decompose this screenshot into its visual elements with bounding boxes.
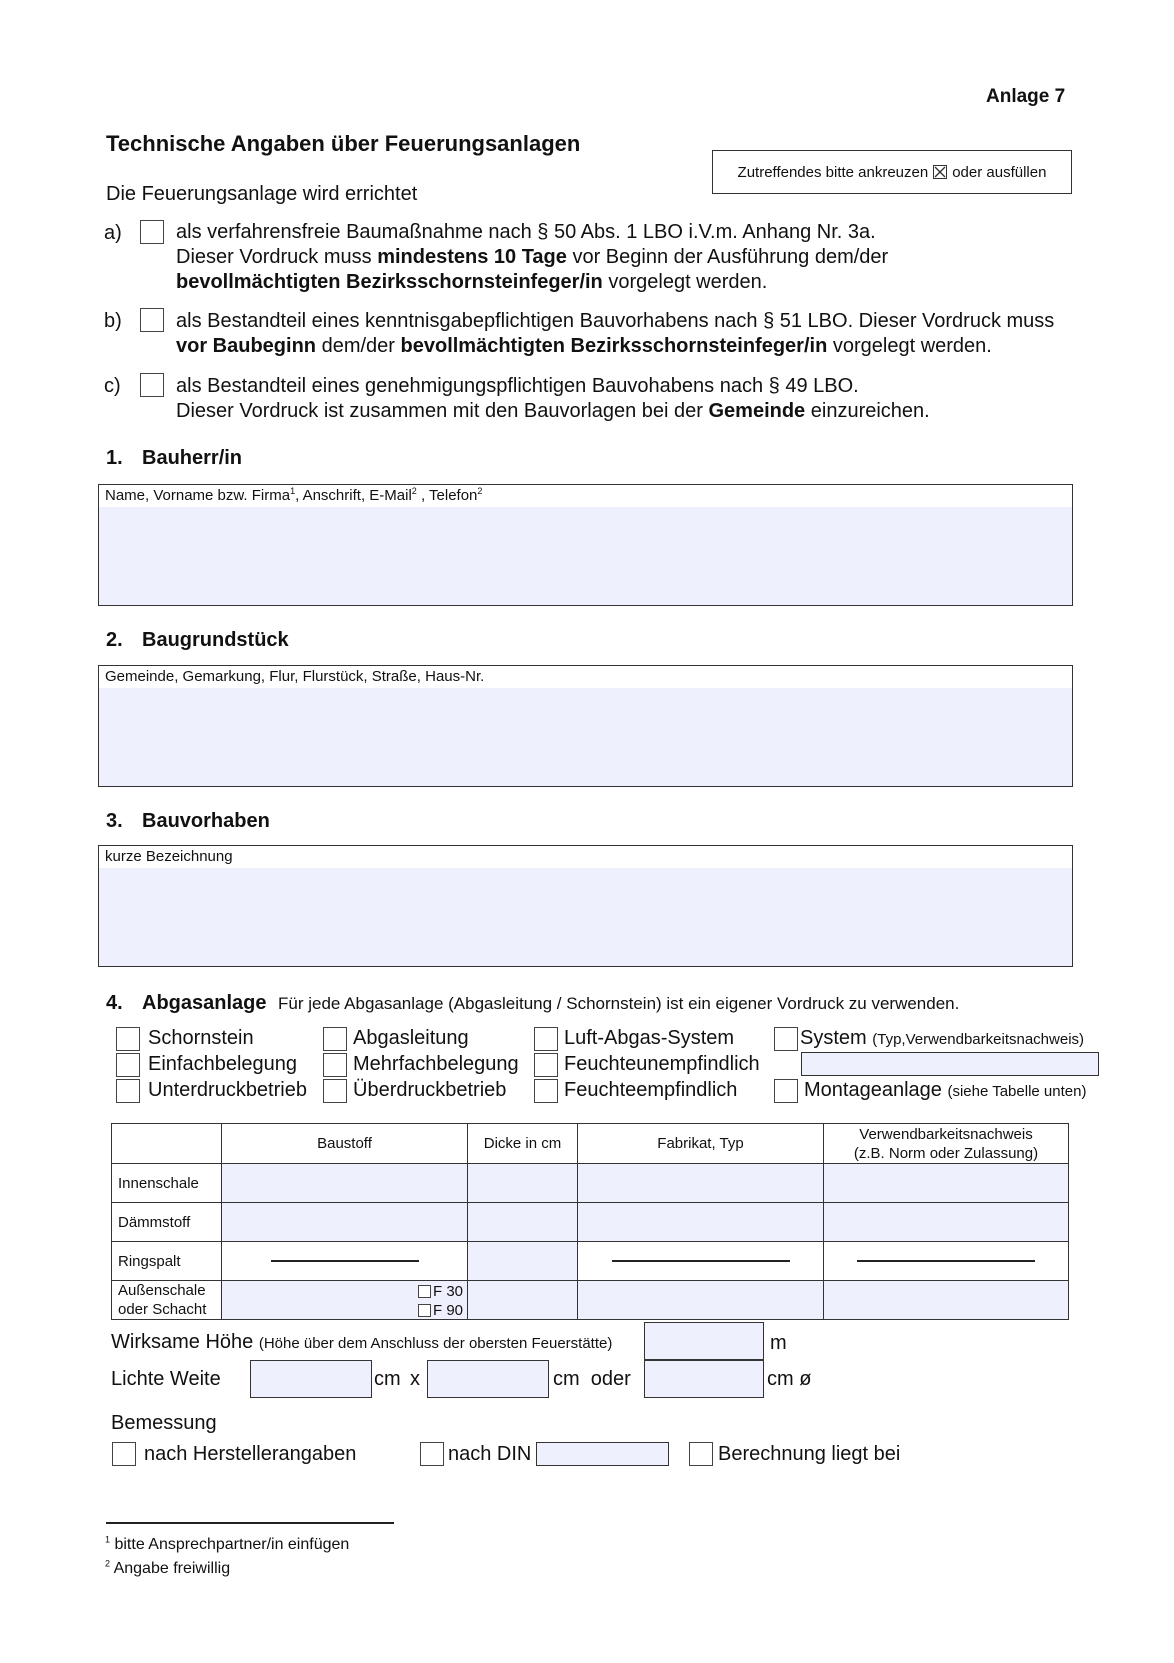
ringspalt-nachweis-dash — [857, 1260, 1035, 1262]
weite-width-input[interactable] — [250, 1360, 372, 1398]
bauvorhaben-field-label: kurze Bezeichnung — [99, 846, 1072, 868]
section-1-number: 1. — [106, 447, 123, 469]
f30-option — [418, 1282, 463, 1301]
option-a-text — [176, 220, 888, 295]
f90-option — [418, 1301, 463, 1320]
aussenschale-nachweis-cell[interactable] — [824, 1281, 1069, 1320]
intro-text: Die Feuerungsanlage wird errichtet — [106, 183, 418, 205]
section-3-number: 3. — [106, 810, 123, 832]
daemmstoff-baustoff-cell[interactable] — [222, 1203, 468, 1242]
daemmstoff-dicke-cell[interactable] — [468, 1203, 578, 1242]
system-checkbox[interactable] — [774, 1027, 798, 1051]
aussenschale-dicke-cell[interactable] — [468, 1281, 578, 1320]
option-a-line1: als verfahrensfreie Baumaßnahme nach § 50 Abs. 1 LBO i.V.m. Anhang Nr. 3a. — [176, 221, 876, 243]
abgasleitung-checkbox[interactable] — [323, 1027, 347, 1051]
option-b-line2: vor Baubeginn dem/der bevollmächtigten Bezirksschornsteinfeger/in vorgelegt werden. — [176, 335, 992, 357]
row-label-daemmstoff: Dämmstoff — [112, 1203, 222, 1242]
section-3-title: Bauvorhaben — [142, 810, 270, 832]
einfachbelegung-checkbox[interactable] — [116, 1053, 140, 1077]
luft-abgas-checkbox[interactable] — [534, 1027, 558, 1051]
ringspalt-dicke-cell[interactable] — [468, 1242, 578, 1281]
aussenschale-baustoff-cell[interactable] — [222, 1281, 468, 1320]
einfachbelegung-label: Einfachbelegung — [148, 1053, 298, 1075]
montageanlage-label: Montageanlage (siehe Tabelle unten) — [804, 1079, 1087, 1101]
option-c-line1: als Bestandteil eines genehmigungspflichtigen Bauvohabens nach § 49 LBO. — [176, 375, 859, 397]
bauherr-field[interactable] — [98, 484, 1073, 606]
daemmstoff-nachweis-cell[interactable] — [824, 1203, 1069, 1242]
bauvorhaben-field[interactable] — [98, 845, 1073, 967]
mehrfachbelegung-label: Mehrfachbelegung — [353, 1053, 519, 1075]
option-c-text — [176, 374, 930, 424]
innenschale-baustoff-cell[interactable] — [222, 1164, 468, 1203]
row-label-aussenschale: Außenschale oder Schacht — [112, 1281, 222, 1320]
system-label: System (Typ,Verwendbarkeitsnachweis) — [800, 1027, 1085, 1049]
section-2-number: 2. — [106, 629, 123, 651]
table-row — [112, 1242, 1069, 1281]
col-header-dicke: Dicke in cm — [468, 1124, 578, 1164]
weite-label: Lichte Weite — [111, 1368, 221, 1390]
baugrundstueck-field[interactable] — [98, 665, 1073, 787]
aussenschale-fabrikat-cell[interactable] — [578, 1281, 824, 1320]
weite-diameter-input[interactable] — [644, 1360, 764, 1398]
col-header-fabrikat: Fabrikat, Typ — [578, 1124, 824, 1164]
option-a-checkbox[interactable] — [140, 220, 164, 244]
hint-text-after: oder ausfüllen — [952, 163, 1047, 181]
footnote-divider — [106, 1522, 394, 1524]
hint-text-before: Zutreffendes bitte ankreuzen — [737, 163, 929, 181]
feuchteempfindlich-label: Feuchteempfindlich — [564, 1079, 738, 1101]
innenschale-dicke-cell[interactable] — [468, 1164, 578, 1203]
col-header-nachweis: Verwendbarkeitsnachweis (z.B. Norm oder Zulassung) — [824, 1124, 1069, 1164]
option-a-line2: Dieser Vordruck muss mindestens 10 Tage vor Beginn der Ausführung dem/der — [176, 246, 889, 268]
anlage-label: Anlage 7 — [986, 86, 1066, 107]
option-c-line2: Dieser Vordruck ist zusammen mit den Bauvorlagen bei der Gemeinde einzureichen. — [176, 400, 930, 422]
din-checkbox[interactable] — [420, 1442, 444, 1466]
hint-box — [712, 150, 1072, 194]
ueberdruckbetrieb-checkbox[interactable] — [323, 1079, 347, 1103]
f30-checkbox[interactable] — [418, 1285, 431, 1298]
option-c-checkbox[interactable] — [140, 373, 164, 397]
weite-cm-diameter: cm ø — [767, 1368, 812, 1390]
weite-x: x — [410, 1368, 420, 1390]
schornstein-label: Schornstein — [148, 1027, 254, 1049]
option-b-letter: b) — [104, 310, 122, 332]
berechnung-label: Berechnung liegt bei — [718, 1443, 901, 1465]
f90-label: F 90 — [432, 1302, 463, 1319]
weite-cm-1: cm — [374, 1368, 401, 1390]
ringspalt-fabrikat-dash — [612, 1260, 790, 1262]
option-b-text — [176, 309, 1054, 359]
table-corner-cell — [112, 1124, 222, 1164]
ringspalt-fabrikat-cell — [578, 1242, 824, 1281]
hoehe-unit: m — [770, 1332, 787, 1354]
hoehe-label: Wirksame Höhe (Höhe über dem Anschluss der obersten Feuerstätte) — [111, 1331, 613, 1353]
footnote-1: $^1$ bitte Ansprechpartner/in einfügen — [105, 1534, 350, 1553]
baugrundstueck-field-label: Gemeinde, Gemarkung, Flur, Flurstück, Straße, Haus-Nr. — [99, 666, 1072, 688]
option-b-checkbox[interactable] — [140, 308, 164, 332]
abgasanlage-table — [111, 1123, 1069, 1320]
berechnung-checkbox[interactable] — [689, 1442, 713, 1466]
ueberdruckbetrieb-label: Überdruckbetrieb — [353, 1079, 507, 1101]
unterdruckbetrieb-checkbox[interactable] — [116, 1079, 140, 1103]
table-row — [112, 1281, 1069, 1320]
section-4-number: 4. — [106, 992, 123, 1014]
ringspalt-baustoff-dash — [271, 1260, 419, 1262]
weite-cm-oder: cm oder — [553, 1368, 631, 1390]
innenschale-fabrikat-cell[interactable] — [578, 1164, 824, 1203]
f90-checkbox[interactable] — [418, 1304, 431, 1317]
feuchteunempfindlich-label: Feuchteunempfindlich — [564, 1053, 760, 1075]
f30-label: F 30 — [432, 1283, 463, 1300]
hersteller-label: nach Herstellerangaben — [144, 1443, 357, 1465]
section-2-title: Baugrundstück — [142, 629, 289, 651]
bemessung-label: Bemessung — [111, 1412, 217, 1434]
section-1-title: Bauherr/in — [142, 447, 243, 469]
col-header-baustoff: Baustoff — [222, 1124, 468, 1164]
montageanlage-checkbox[interactable] — [774, 1079, 798, 1103]
page-title: Technische Angaben über Feuerungsanlagen — [106, 131, 581, 156]
row-label-innenschale: Innenschale — [112, 1164, 222, 1203]
option-c-letter: c) — [104, 375, 121, 397]
checked-box-icon — [933, 165, 947, 179]
option-a-letter: a) — [104, 222, 122, 244]
hersteller-checkbox[interactable] — [112, 1442, 136, 1466]
unterdruckbetrieb-label: Unterdruckbetrieb — [148, 1079, 307, 1101]
row-label-ringspalt: Ringspalt — [112, 1242, 222, 1281]
schornstein-checkbox[interactable] — [116, 1027, 140, 1051]
bauherr-field-label: Name, Vorname bzw. Firma$^1$, Anschrift, E-Mail$^2$ , Telefon$^2$ — [99, 485, 1072, 507]
section-4-title: Abgasanlage — [142, 992, 267, 1014]
ringspalt-baustoff-cell — [222, 1242, 468, 1281]
table-row — [112, 1164, 1069, 1203]
footnote-2: $^2$ Angabe freiwillig — [105, 1558, 231, 1577]
section-4-note: Für jede Abgasanlage (Abgasleitung / Schornstein) ist ein eigener Vordruck zu verwenden. — [278, 994, 960, 1013]
ringspalt-nachweis-cell — [824, 1242, 1069, 1281]
option-a-line3: bevollmächtigten Bezirksschornsteinfeger/in vorgelegt werden. — [176, 271, 768, 293]
system-input[interactable] — [801, 1052, 1099, 1076]
option-b-line1: als Bestandteil eines kenntnisgabepflichtigen Bauvorhabens nach § 51 LBO. Dieser Vordruck muss — [176, 310, 1055, 332]
abgasleitung-label: Abgasleitung — [353, 1027, 469, 1049]
mehrfachbelegung-checkbox[interactable] — [323, 1053, 347, 1077]
daemmstoff-fabrikat-cell[interactable] — [578, 1203, 824, 1242]
weite-depth-input[interactable] — [427, 1360, 549, 1398]
fire-rating-options — [418, 1282, 463, 1320]
feuchteempfindlich-checkbox[interactable] — [534, 1079, 558, 1103]
innenschale-nachweis-cell[interactable] — [824, 1164, 1069, 1203]
din-input[interactable] — [536, 1442, 669, 1466]
din-label: nach DIN — [448, 1443, 532, 1465]
feuchteunempfindlich-checkbox[interactable] — [534, 1053, 558, 1077]
table-header-row — [112, 1124, 1069, 1164]
hoehe-input[interactable] — [644, 1322, 764, 1360]
luft-abgas-label: Luft-Abgas-System — [564, 1027, 735, 1049]
table-row — [112, 1203, 1069, 1242]
